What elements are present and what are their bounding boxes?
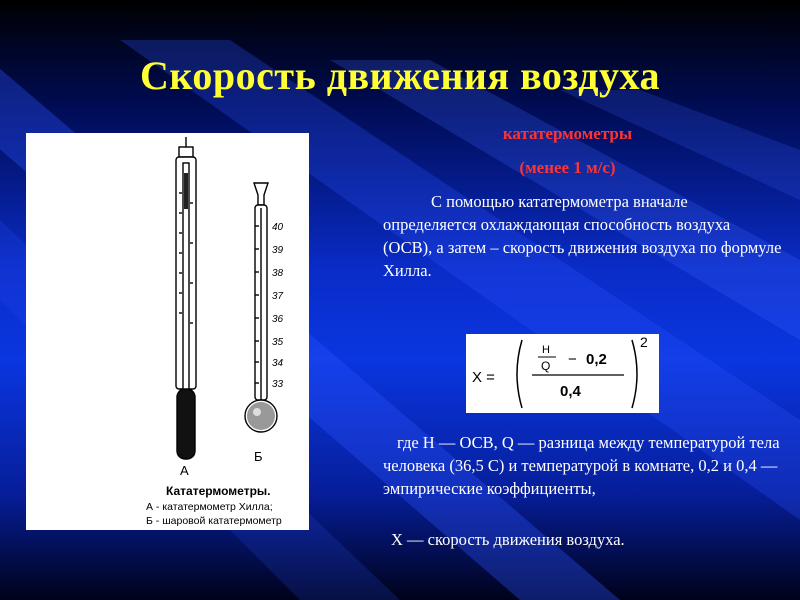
scale-mark: 35 [272, 337, 284, 348]
label-a: А [180, 463, 189, 478]
hill-katathermometer [176, 137, 196, 459]
formula-svg [466, 334, 659, 413]
ball-katathermometer [245, 183, 277, 432]
scale-mark: 36 [272, 314, 284, 325]
formula-minus: − [568, 351, 577, 368]
thermometer-figure [26, 133, 309, 530]
scale-mark: 40 [272, 222, 284, 233]
caption-b: Б - шаровой кататермометр [146, 515, 282, 527]
hill-formula [466, 334, 659, 413]
scale-mark: 34 [272, 358, 284, 369]
formula-h: H [542, 344, 550, 356]
formula-denominator: 0,4 [560, 383, 581, 400]
formula-const: 0,2 [586, 351, 607, 368]
scale-mark: 38 [272, 268, 284, 279]
scale-mark: 33 [272, 379, 284, 390]
scale-mark: 37 [272, 291, 284, 302]
subtitle-katathermometers: кататермометры [502, 124, 633, 143]
formula-lhs: X = [472, 369, 495, 386]
thermometer-illustration [26, 133, 309, 530]
label-b: Б [254, 449, 263, 464]
formula-q: Q [541, 359, 551, 373]
method-paragraph: С помощью кататермометра вначале определяется охлаждающая способность воздуха (ОСВ), а затем – скорость движения воздуха по формуле Хилла. [383, 192, 782, 280]
formula-exponent: 2 [640, 334, 648, 350]
x-definition: X — скорость движения воздуха. [391, 530, 625, 549]
subtitle-speed-range: (менее 1 м/с) [519, 158, 616, 177]
caption-title: Кататермометры. [166, 484, 271, 498]
slide-title: Скорость движения воздуха [140, 53, 660, 98]
caption-a: А - кататермометр Хилла; [146, 501, 273, 513]
scale-mark: 39 [272, 245, 284, 256]
definitions-paragraph: где H — ОСВ, Q — разница между температурой тела человека (36,5 С) и температурой в комнате, 0,2 и 0,4 — эмпирические коэффициенты, [383, 433, 780, 498]
